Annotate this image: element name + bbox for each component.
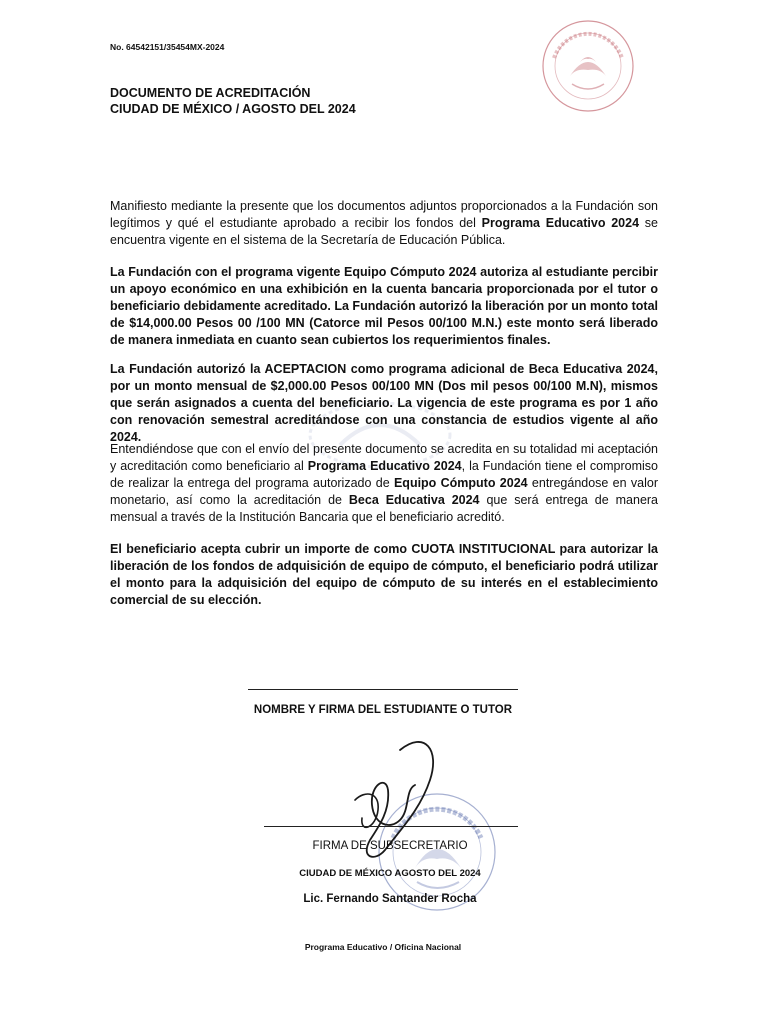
document-number: No. 64542151/35454MX-2024	[110, 42, 225, 52]
official-seal-top	[540, 18, 636, 119]
program-name: Programa Educativo 2024	[481, 216, 640, 230]
handwritten-signature	[330, 730, 470, 875]
student-signature-line	[248, 689, 518, 690]
title-line-2: CIUDAD DE MÉXICO / AGOSTO DEL 2024	[110, 102, 356, 116]
official-name: Lic. Fernando Santander Rocha	[303, 893, 477, 905]
title-line-1: DOCUMENTO DE ACREDITACIÓN	[110, 86, 311, 100]
paragraph-4: Entendiéndose que con el envío del presente documento se acredita en su totalidad mi aceptación y acreditación como beneficiario al Programa Educativo 2024, la Fundación tiene el compromiso de realizar la entrega del programa autorizado de Equipo Cómputo 2024 entregándose en valor monetario, así como la acreditación de Beca Educativa 2024 que será entrega de manera mensual a través de la Institución Bancaria que el beneficiario acreditó.	[110, 442, 659, 524]
footer-text: Programa Educativo / Oficina Nacional	[304, 942, 462, 952]
student-signature-label: NOMBRE Y FIRMA DEL ESTUDIANTE O TUTOR	[253, 704, 513, 716]
document-title	[110, 85, 356, 117]
paragraph-1: Manifiesto mediante la presente que los documentos adjuntos proporcionados a la Fundación son legítimos y qué el estudiante aprobado a recibir los fondos del Programa Educativo 2024 se encuentra vigente en el sistema de la Secretaría de Educación Pública.	[110, 199, 658, 247]
paragraph-3: La Fundación autorizó la ACEPTACION como programa adicional de Beca Educativa 2024, por un monto mensual de $2,000.00 Pesos 00/100 MN (Dos mil pesos 00/100 M.N), mismos que serán asignados a cuenta del beneficiario. La vigencia de este programa es por 1 año con renovación semestral acreditándose con una constancia de estudios vigente al año 2024.	[110, 362, 658, 444]
official-signature-line	[264, 826, 518, 827]
paragraph-5: El beneficiario acepta cubrir un importe de como CUOTA INSTITUCIONAL para autorizar la liberación de los fondos de adquisición de equipo de cómputo, el beneficiario podrá utilizar el monto para la adquisición del equipo de cómputo de su interés en el establecimiento comercial de su elección.	[110, 542, 658, 607]
paragraph-2: La Fundación con el programa vigente Equipo Cómputo 2024 autoriza al estudiante percibir un apoyo económico en una exhibición en la cuenta bancaria proporcionada por el tutor o beneficiario debidamente acreditado. La Fundación autorizó la liberación por un monto total de $14,000.00 Pesos 00 /100 MN (Catorce mil Pesos 00/100 M.N.) este monto será liberado de manera inmediata en cuanto sean cubiertos los requerimientos finales.	[110, 265, 658, 347]
official-signature-label: FIRMA DE SUBSECRETARIO	[312, 840, 468, 852]
official-place-date: CIUDAD DE MÉXICO AGOSTO DEL 2024	[299, 868, 481, 879]
